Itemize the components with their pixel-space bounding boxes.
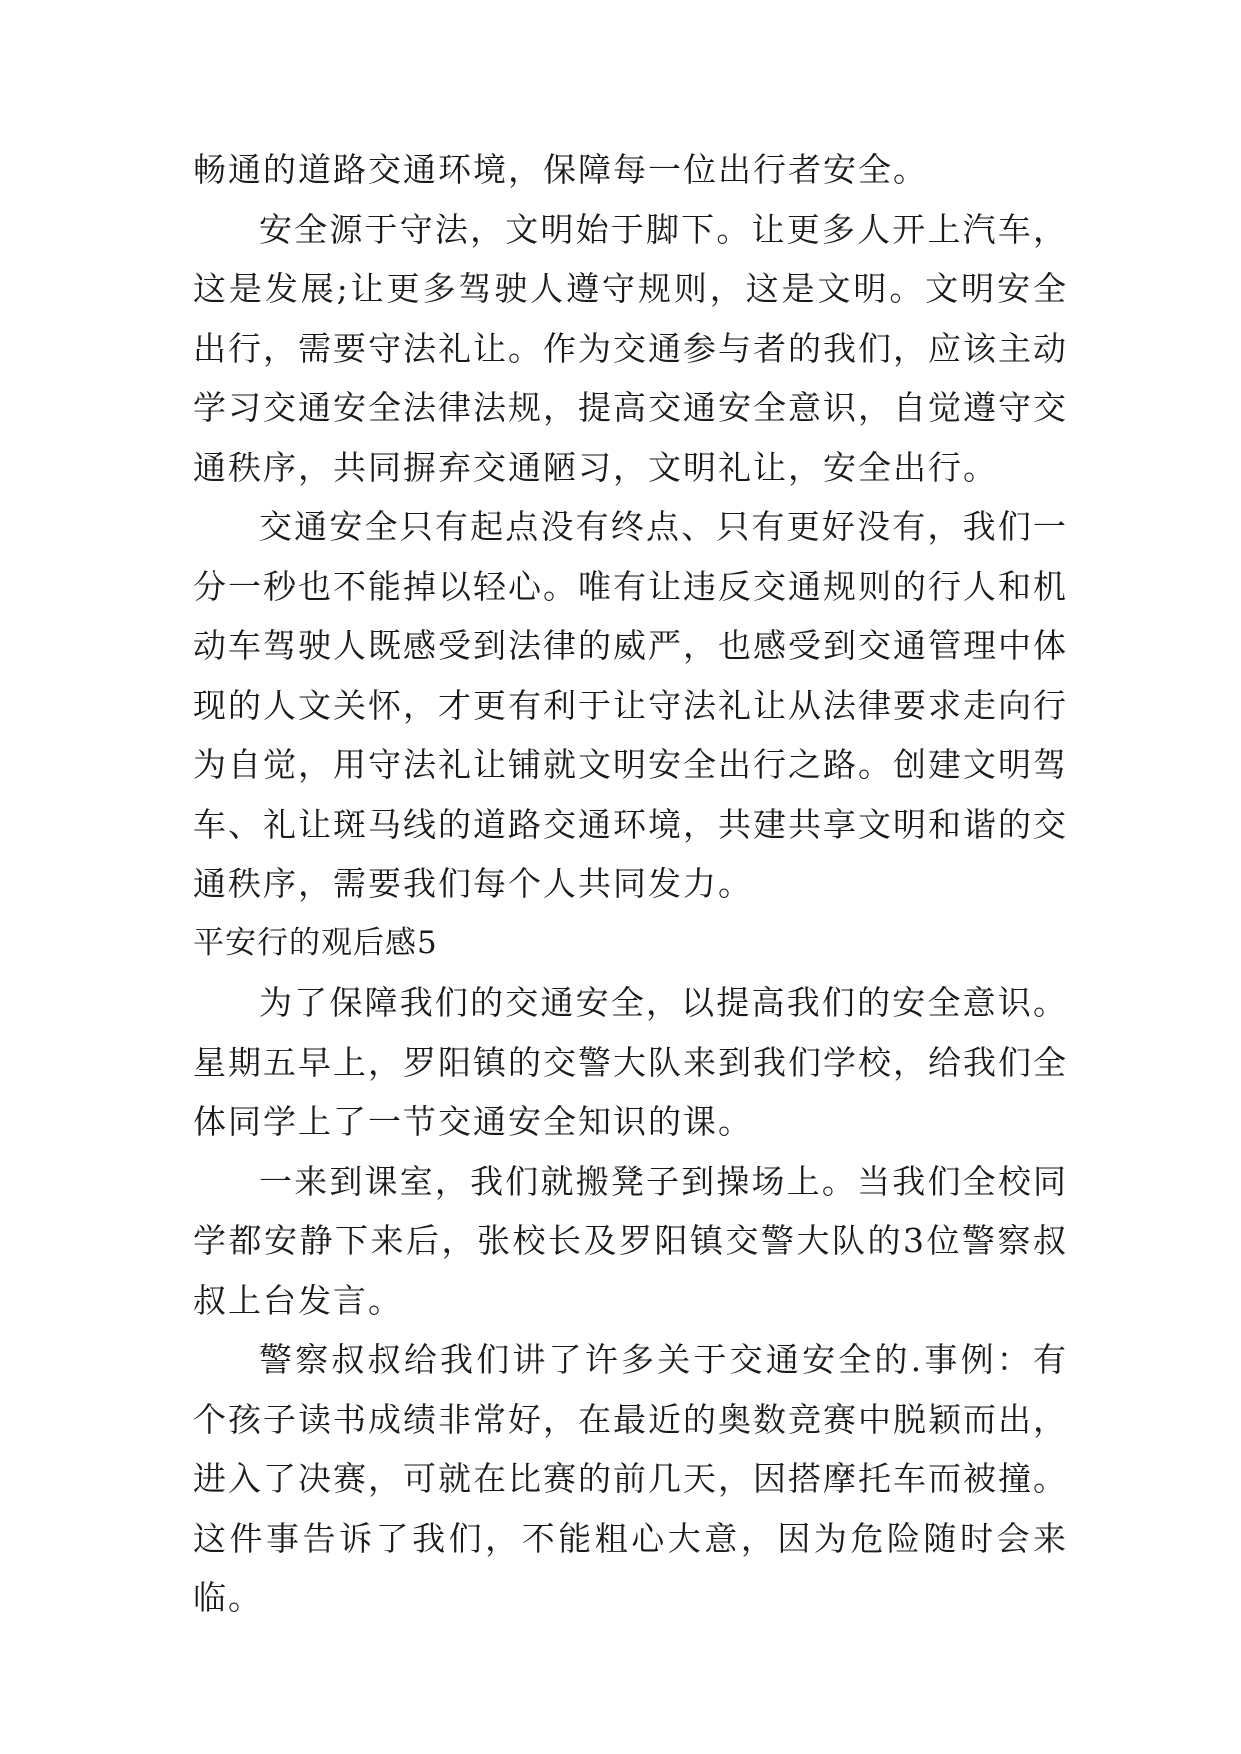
- paragraph-continued: 畅通的道路交通环境，保障每一位出行者安全。: [193, 150, 928, 189]
- paragraph-traffic-safety: 交通安全只有起点没有终点、只有更好没有，我们一分一秒也不能掉以轻心。唯有让违反交通规则的行人和机动车驾驶人既感受到法律的威严，也感受到交通管理中体现的人文关怀，才更有利于让守法礼让从法律要求走向行为自觉，用守法礼让铺就文明安全出行之路。创建文明驾车、礼让斑马线的道路交通环境，共建共享文明和谐的交通秩序，需要我们每个人共同发力。: [193, 507, 1068, 903]
- section-title: 平安行的观后感5: [193, 924, 438, 961]
- document-body: [193, 140, 1068, 1628]
- paragraph-assembly: 一来到课室，我们就搬凳子到操场上。当我们全校同学都安静下来后，张校长及罗阳镇交警大队的3位警察叔叔上台发言。: [193, 1161, 1068, 1320]
- paragraph-example: 警察叔叔给我们讲了许多关于交通安全的.事例：有个孩子读书成绩非常好，在最近的奥数竞赛中脱颖而出，进入了决赛，可就在比赛的前几天，因搭摩托车而被撞。这件事告诉了我们，不能粗心大意，因为危险随时会来临。: [193, 1340, 1068, 1617]
- paragraph-intro: 为了保障我们的交通安全，以提高我们的安全意识。星期五早上，罗阳镇的交警大队来到我们学校，给我们全体同学上了一节交通安全知识的课。: [193, 983, 1068, 1141]
- paragraph-safety-law: 安全源于守法，文明始于脚下。让更多人开上汽车，这是发展;让更多驾驶人遵守规则，这是文明。文明安全出行，需要守法礼让。作为交通参与者的我们，应该主动学习交通安全法律法规，提高交通安全意识，自觉遵守交通秩序，共同摒弃交通陋习，文明礼让，安全出行。: [193, 209, 1068, 487]
